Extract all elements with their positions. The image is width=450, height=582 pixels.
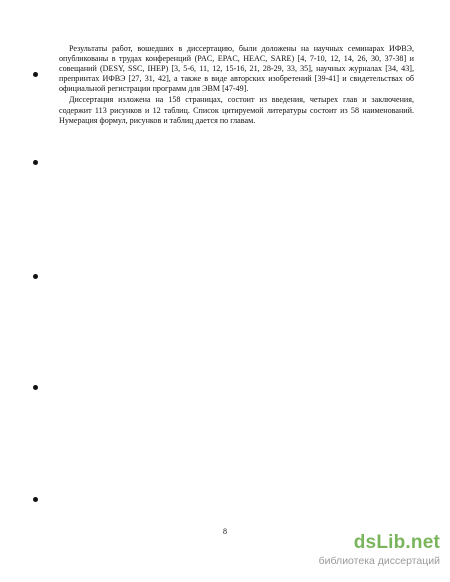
paragraph-structure: Диссертация изложена на 158 страницах, состоит из введения, четырех глав и заключения, содержит 113 рисунков и 12 таблиц. Список цитируемой литературы состоит из 58 наименований. Нумерация формул, рисунков и таблиц дается по главам. xyxy=(59,95,414,125)
margin-bullet-mark xyxy=(33,385,38,390)
margin-bullet-mark xyxy=(33,160,38,165)
document-body xyxy=(59,44,414,126)
margin-bullet-mark xyxy=(33,497,38,502)
margin-bullet-mark xyxy=(33,72,38,77)
margin-bullet-mark xyxy=(33,274,38,279)
site-watermark xyxy=(300,532,440,572)
watermark-subtitle: библиотека диссертаций xyxy=(318,555,440,567)
watermark-logo: dsLib.net xyxy=(353,532,440,553)
paragraph-results: Результаты работ, вошедших в диссертацию, были доложены на научных семинарах ИФВЭ, опубликованы в трудах конференций (PAC, EPAC, HEAC, SARE) [4, 7-10, 12, 14, 26, 30, 37-38] и совещаний (DESY, SSC, IHEP) [3, 5-6, 11, 12, 15-16, 21, 28-29, 33, 35], научных журналах [34, 43], препринтах ИФВЭ [27, 31, 42], а также в виде авторских изобретений [39-41] и свидетельствах об официальной регистрации программ для ЭВМ [47-49]. xyxy=(59,44,414,94)
page-number: 8 xyxy=(223,527,227,536)
